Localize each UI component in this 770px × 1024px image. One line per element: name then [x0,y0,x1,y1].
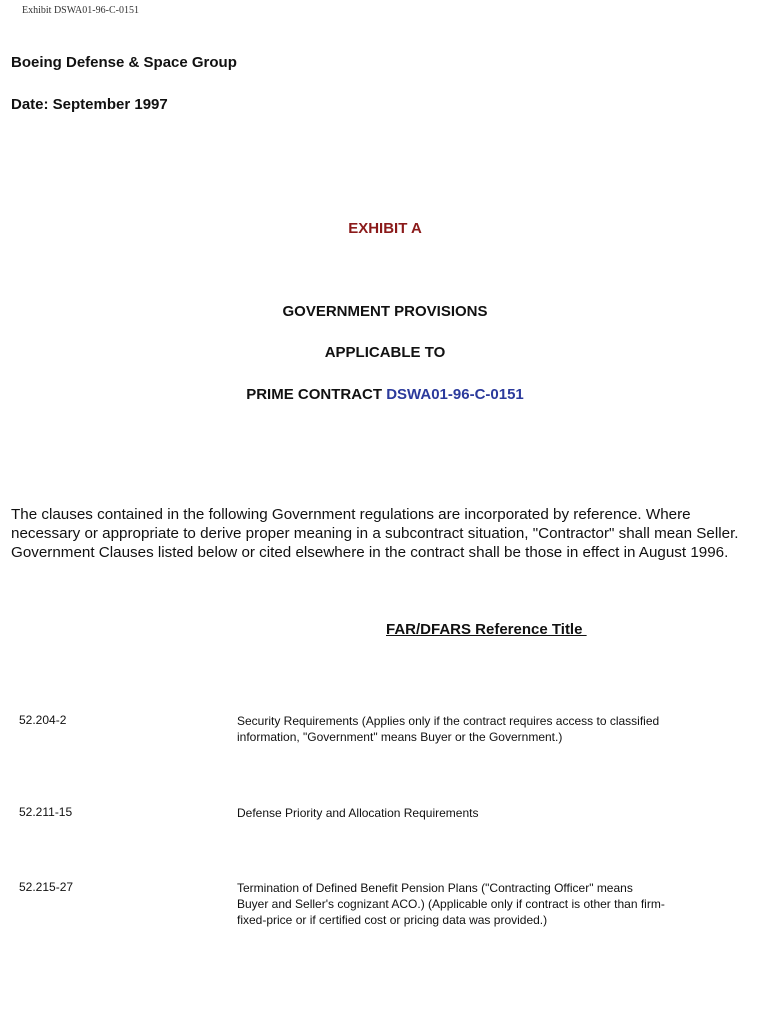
clause-ref: 52.211-15 [19,805,73,819]
document-date: Date: September 1997 [11,96,168,113]
clause-title: Defense Priority and Allocation Requirements [237,806,479,820]
exhibit-header-tag: Exhibit DSWA01-96-C-0151 [22,5,139,16]
exhibit-heading: EXHIBIT A [348,220,422,237]
clause-ref: 52.215-27 [19,880,74,894]
heading-government-provisions: GOVERNMENT PROVISIONS [282,303,488,320]
heading-applicable-to: APPLICABLE TO [324,344,446,361]
company-name: Boeing Defense & Space Group [11,54,237,71]
column-title: FAR/DFARS Reference Title [386,621,587,638]
clause-title: Termination of Defined Benefit Pension Plans ("Contracting Officer" means Buyer and Seller's cognizant ACO.) (Applicable only if contract is other than firm-fixed-price or if certified cost or pricing data was provided.) [237,881,665,927]
prime-contract-label: PRIME CONTRACT [246,386,387,403]
clause-title: Security Requirements (Applies only if the contract requires access to classified information, "Government" means Buyer or the Government.) [237,714,660,744]
clause-ref: 52.204-2 [19,713,67,727]
contract-number-link[interactable]: DSWA01-96-C-0151 [386,386,524,403]
heading-prime-contract [0,386,770,403]
intro-paragraph: The clauses contained in the following Government regulations are incorporated by reference. Where necessary or appropriate to derive proper meaning in a subcontract situation, "Contractor" shall mean Seller. Government Clauses listed below or cited elsewhere in the contract shall be those in effect in August 1996. [11,506,739,561]
